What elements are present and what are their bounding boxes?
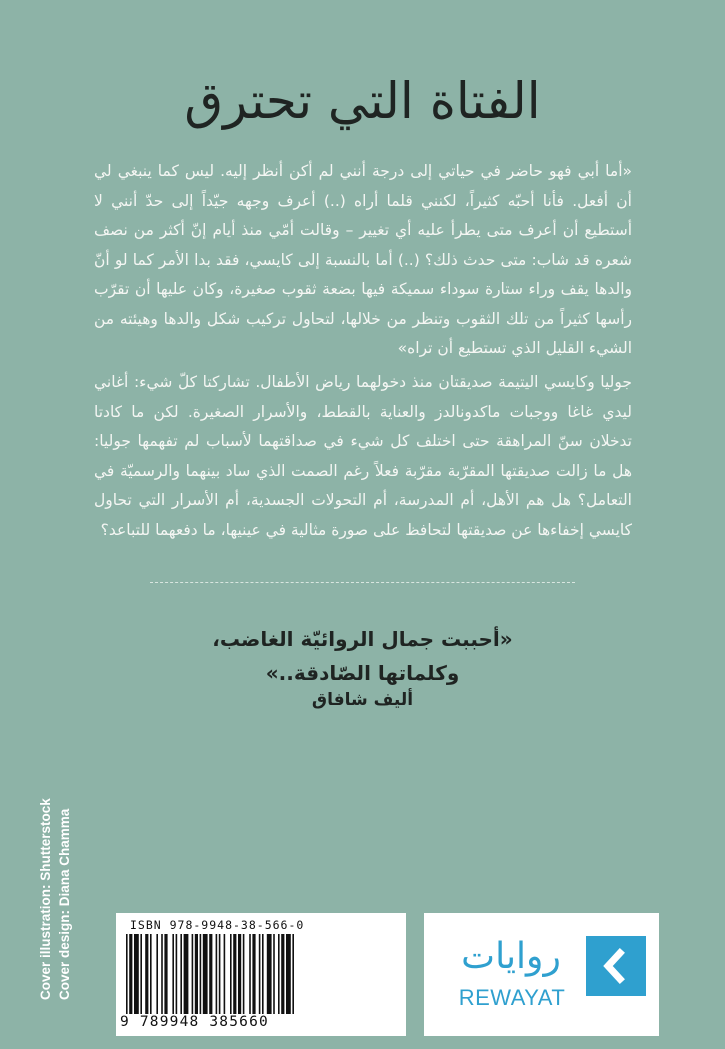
barcode-icon: [126, 934, 396, 1020]
publisher-logo: [424, 913, 659, 1036]
publisher-chevron-icon: [586, 936, 646, 996]
blurb-summary: جوليا وكايسي اليتيمة صديقتان منذ دخولهما رياض الأطفال. تشاركتا كلّ شيء: أغاني ليدي غاغا ووجبات ماكدونالدز والعناية بالقطط، والأسرار الصغيرة. لكن ما كادتا تدخلان سنّ المراهقة حتى اختلف كل شيء في صداقتهما لأسباب لم تفهمها جوليا: هل ما زالت صديقتها المقرّبة مقرّبة فعلاً رغم الصمت الذي ساد بينهما والرسميّة في التعامل؟ هل هم الأهل، أم المدرسة، أم التحولات الجسدية، أم الأسرار التي تحاول كايسي إخفاءها عن صديقتها لتحافظ على صورة مثالية في عينيها، ما دفعهما للتباعد؟: [94, 373, 632, 539]
isbn-label: ISBN 978-9948-38-566-0: [130, 918, 305, 932]
endorsement-line-1: «أحببت جمال الروائيّة الغاضب،: [212, 627, 513, 651]
dashed-divider: [150, 582, 575, 583]
barcode-digits: 9 789948 385660: [120, 1014, 402, 1030]
endorsement-quote: [0, 622, 725, 690]
barcode-box: [116, 913, 406, 1036]
endorsement-line-2: وكلماتها الصّادقة..»: [265, 661, 460, 685]
cover-credits: [36, 798, 74, 1000]
blurb-quote: «أما أبي فهو حاضر في حياتي إلى درجة أنني لم أكن أنظر إليه. ليس كما ينبغي لي أن أفعل. فأنا أحبّه كثيراً، لكنني قلما أراه (..) أعرف وجهه جيّداً إلى حدّ أنني لا أستطيع أن أعرف متى يطرأ عليه أي تغيير – وقالت أمّي منذ أيام إنّ أكثر من نصف شعره قد شاب: متى حدث ذلك؟ (..) أما بالنسبة إلى كايسي، فقد بدا الأمر كما لو أنّ والدها يقف وراء ستارة سوداء سميكة فيها بضعة ثقوب صغيرة، وكان عليها أن تقرّب رأسها كثيراً من تلك الثقوب وتنظر من خلالها، لتحاول تركيب شكل والدها وهيئته من الشيء القليل الذي تستطيع أن تراه»: [94, 162, 632, 357]
book-title: الفتاة التي تحترق: [184, 72, 541, 130]
publisher-name-english: REWAYAT: [458, 985, 566, 1010]
publisher-name-arabic: روايات: [461, 936, 561, 977]
credit-illustration: Cover illustration: Shutterstock: [38, 798, 53, 1000]
credit-design: Cover design: Diana Chamma: [57, 808, 72, 1000]
endorsement-author: أليف شافاق: [311, 690, 414, 710]
